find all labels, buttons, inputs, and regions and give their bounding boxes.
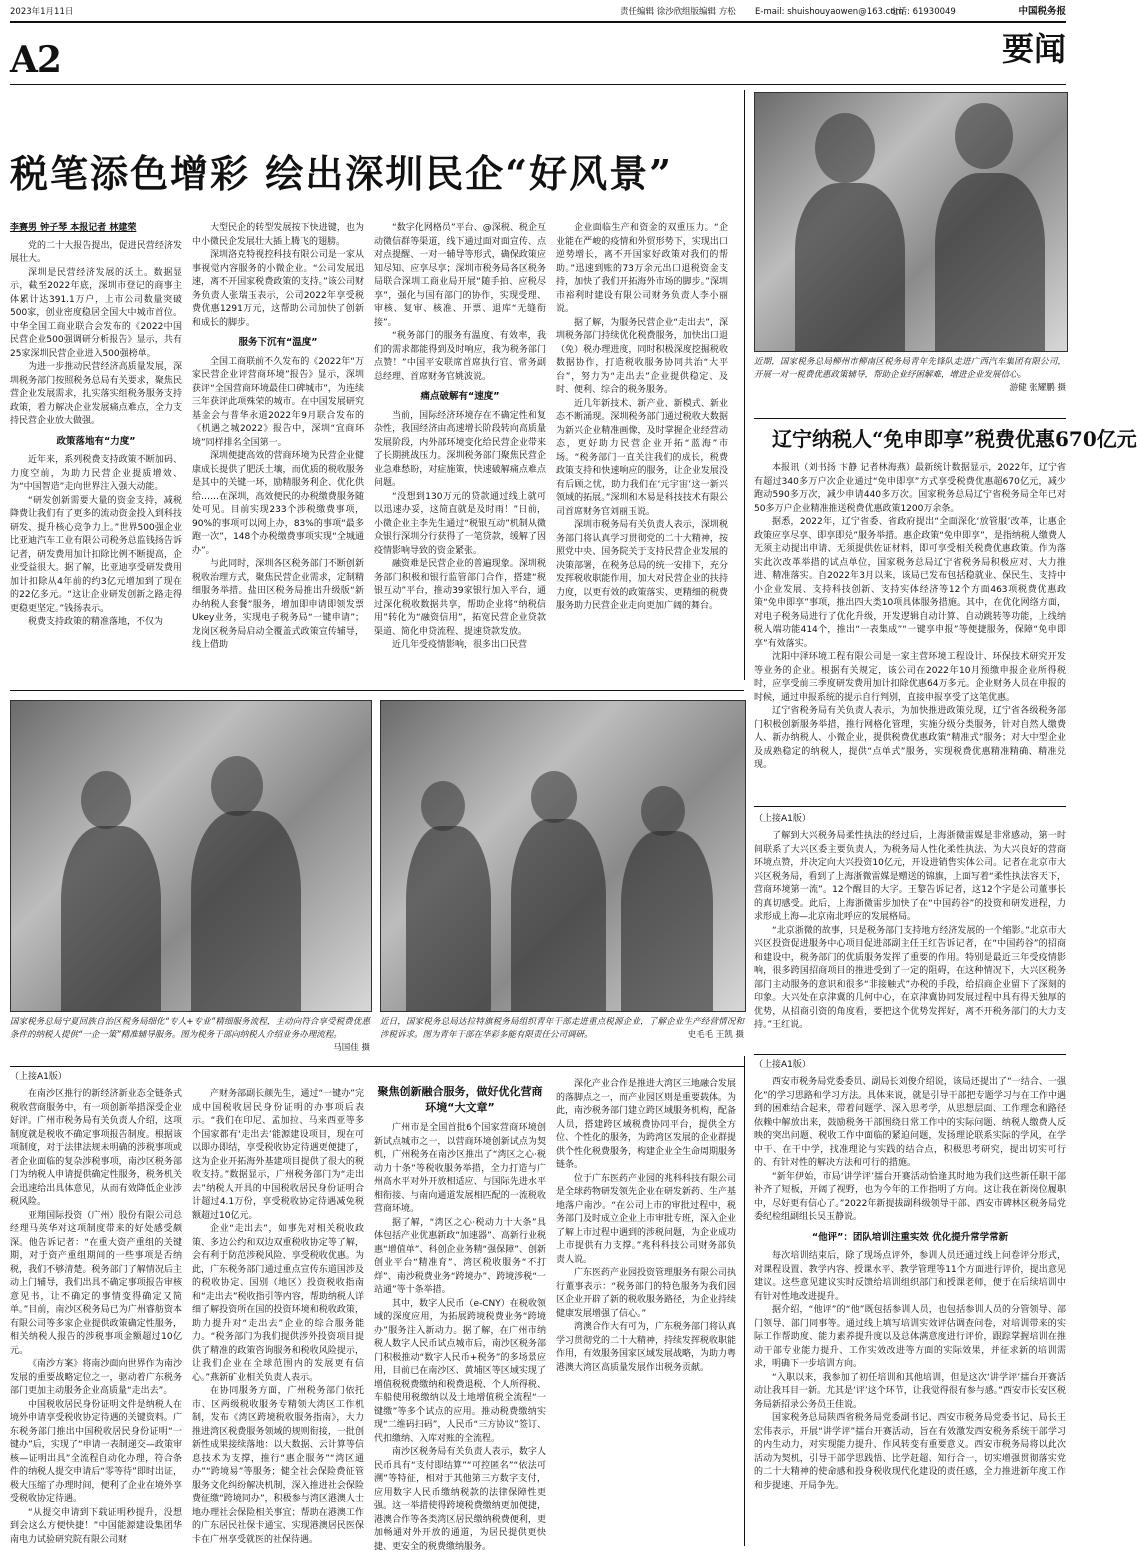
newspaper-name: 中国税务报: [1018, 6, 1066, 17]
lead-paragraph: 融资难是民营企业的普遍现象。深圳税务部门积极和银行监管部门合作，搭建“税银互动”平台，推动39家银行加入平台，通过深化税收数据共享，帮助企业将“纳税信用”转化为“融资信用”，拓宽民营企业贷款渠道、简化申贷流程、提速贷款发放。: [374, 559, 546, 637]
photo-dalateqi: [380, 700, 746, 1012]
body-paragraph: “新年伊始，市局‘讲学评’擂台开赛活动恰逢其时地为我们这些新任职干部补齐了短板，开阔了视野，也为今年的工作指明了方向。这让我在新岗位履职中，尽好更有信心了。”2022年新提拔副科级领导干部、西安市碑林区税务局党委纪检组副组长吴玉静说。: [754, 1171, 1066, 1222]
page-number: A2: [10, 39, 61, 81]
section-rule: [10, 1066, 744, 1067]
subhead-policy: 政策落地有“力度”: [56, 435, 136, 447]
section-rule: [754, 418, 1066, 419]
photo-credit: 游健 张耀鹏 摄: [1009, 383, 1066, 393]
body-paragraph: 其中，数字人民币（e-CNY）在税收领域的深度应用，为拓展跨境税费业务“跨境办”服务注入新动力。据了解，在广州市纳税人数字人民币试点城市后，南沙区税务部门积极推动“数字人民币+税务”的多场景应用，目前已在南沙区、黄埔区等区域实现了增值税税费缴纳和税费退税、个人所得税、车船使用税缴纳以及土地增值税全流程“一键缴”等多个试点的应用。推动税费缴纳实现“二维码扫码”，人民币“三方协议”签订、代扣缴纳、入库对账的全流程。: [374, 1298, 546, 1444]
page-header: [10, 4, 1066, 20]
lead-paragraph: 深圳是民营经济发展的沃土。数据显示，截至2022年底，深圳市登记的商事主体累计达391.1万户，上市公司数量突破500家，创业密度稳居全国大中城市首位。中华全国工商业联合会发布的《2022中国民营企业500强调研分析报告》显示，共有25家深圳民营企业进入500强榜单。: [10, 267, 182, 359]
body-paragraph: 南沙区税务局有关负责人表示，数字人民币具有“支付即结算”“可控匿名”“依法可溯”等特征，相对于其他第三方数字支付，应用数字人民币缴纳税款的法律保障性更强。这一举措使得跨境税费缴纳更加便捷，港澳合作等各类湾区居民缴纳税费便利，更加畅通对外开放的通道，为居民提供更快捷、更安全的税费缴纳服务。: [374, 1447, 546, 1552]
body-paragraph: 在协同服务方面，广州税务部门依托市、区两级税收服务专精领大湾区工作机制，发布《湾区跨境税收服务指南》，大力推进湾区税费服务领域的规则衔接，一批创新性成果接续落地：以大数据、云计算等信息技术为支撑，推行“惠企服务”“湾区通办”“跨境易”等服务；健全社会保险费征管服务文化纠纷解决机制，深入推进社会保险费征缴“跨境同办”，积极参与湾区港澳人士地办理社会保险相关事宜；帮助在港澳工作的广东居民社保卡通宝、实现港澳居民医保卡在广州享受就医的社保待遇。: [192, 1386, 364, 1545]
body-paragraph: 深化产业合作是推进大湾区三地融合发展的落脚点之一，而产业园区则是重要载体。为此，南沙税务部门建立跨区域服务机构，配备人员，搭建跨区域税费协同平台，提供全方位、个性化的服务，为跨湾区发展的企业群提供个性化税费服务，构建企业全生命周期服务链条。: [556, 1079, 737, 1170]
body-paragraph: 在南沙区推行的新经济新业态全链条式税收营商服务中，有一项创新举措深受企业好评。广州市税务局有关负责人介绍，这项制度就是税收不确定事项报告制度。根据该项制度，对于法律法规未明确的涉税事项或者企业面临的复杂涉税事项，南沙区税务部门为纳税人申请提供确定性服务，税务机关会迅速给出具体意见，从而有效降低企业涉税风险。: [10, 1089, 182, 1207]
lead-paragraph: 深圳市税务局有关负责人表示，深圳税务部门将认真学习贯彻党的二十大精神，按照党中央、国务院关于支持民营企业发展的决策部署，在税务总局的统一安排下，充分发挥税收职能作用，加大对民营企业的扶持力度，以更有效的政策落实、更精细的税费服务助力民营企业走向更加广阔的舞台。: [556, 520, 728, 611]
body-paragraph: 据介绍，“他评”的“他”既包括参训人员，也包括参训人员的分管领导、部门领导、部门同事等。通过线上填写培训实效评估调查问卷，对培训带来的实际工作帮助度、能力素养提升度以及总体满意度进行评价，跟踪掌握培训在推动干部专业能力提升、工作实效改进等方面的实际效果，并征求新的培训需求，明确下一步培训方向。: [754, 1305, 1066, 1369]
nansha-column-1: [10, 1088, 182, 1546]
body-paragraph: 湾澳合作大有可为，广东税务部门将认真学习贯彻党的二十大精神，持续发挥税收职能作用，有效服务国家区域发展战略，为助力粤港澳大湾区高质量发展作出税务贡献。: [556, 1322, 737, 1373]
section-title: 要闻: [1001, 30, 1066, 68]
subhead-service: 服务下沉有“温度”: [238, 337, 318, 348]
contact-email: E-mail: shuishouyaowen@163.com: [755, 7, 904, 17]
body-paragraph: 沈阳中泽环境工程有限公司是一家主营环境工程设计、环保技术研究开发等业务的企业。根据有关规定，该公司在2022年10月预缴申报企业所得税时，应享受前三季度研发费用加计扣除优惠64万多元。企业财务人员在申报的时候，通过申报系统的提示自行判别，直接申报享受了这笔优惠。: [754, 652, 1066, 703]
nansha-column-2: [192, 1088, 364, 1546]
byline: 李赛男 钟子琴 本报记者 林建荣: [10, 223, 137, 233]
issue-date: 2023年1月11日: [10, 7, 74, 17]
nansha-column-3: [374, 1078, 546, 1552]
body-paragraph: 国家税务总局陕西省税务局党委副书记、西安市税务局党委书记、局长王宏伟表示，开展“讲学评”擂台开赛活动，旨在有效激发西安税务系统干部学习的内生动力，对实现能力提升、作风转变有重要意义。西安市税务局将以此次活动为契机，引导干部学思践悟、比学赶超、知行合一，切实增强贯彻落实党的二十大精神的使命感和投身税收现代化建设的责任感，全力推进新年度工作和步提速、开局争先。: [754, 1413, 1066, 1491]
column-divider: [744, 1056, 745, 1546]
body-paragraph: 据悉，2022年，辽宁省委、省政府提出“全面深化‘放管服’改革，让惠企政策应享尽享、即享即兑”服务举措。惠企政策“免申即享”，是指纳税人缴费人无须主动提出申请、无须提供佐证材料，即可享受相关税费优惠政策。作为落实此次改革举措的试点单位，国家税务总局辽宁省税务局积极应对、大力推进、精准落实。自2022年3月以来，该局已发布包括稳就业、保民生、支持中小企业发展、支持科技创新、支持实体经济等12个方面463项税费优惠政策“免申即享”事项，推出四大类10项具体服务措施。其中，在优化网络方面，对电子税务局进行了优化升级，开发逻辑自动计算、自动跳转等功能，上线纳税人端功能414个，推出“一表集成”“一键享申报”等便捷服务，保障“免申即享”有效落实。: [754, 517, 1066, 649]
photo-1-caption: [754, 356, 1066, 412]
beijing-continued-label: （上接A1版）: [754, 814, 811, 824]
body-paragraph: 广东医药产业园投资管理服务有限公司执行董事表示：“税务部门的特色服务为我们园区企业开辟了新的税收服务路径，为企业持续健康发展增强了信心。”: [556, 1268, 737, 1319]
xian-subhead: “他评”：团队培训注重实效 优化提升常学常新: [811, 1231, 1009, 1243]
body-paragraph: 了解到大兴税务局柔性执法的经过后，上海浙微雷媒是非常感动，第一时间联系了大兴区委主要负责人，为税务局人性化柔性执法、为大兴良好的营商环境点赞，并决定向大兴投资10亿元，开设进销售实体公司。记者在北京市大兴区税务局，看到了上海浙微雷媒是赠送的锦旗，上面写着“柔性执法容天下，营商环境第一流”。12个醒目的大字。王黎告诉记者，这12个字是公司董事长的真切感受。此后，上海浙微雷步加快了在“中国药谷”的投资和研发进程，力求形成上海—北京南北呼应的发展格局。: [754, 831, 1066, 922]
body-paragraph: 《南沙方案》将南沙面向世界作为南沙发展的重要战略定位之一，驱动着广东税务部门更加主动服务企业高质量“走出去”。: [10, 1359, 182, 1396]
lead-paragraph: 深圳便捷高效的营商环境为民营企业健康成长提供了肥沃土壤，而优质的税收服务是其中的关键一环，励精服务利企、优化供给……在深圳，高效便民的办税缴费服务随处可见。目前实现233个涉税缴费事项，90%的事项可以网上办，83%的事项“最多跑一次”，148个办税缴费事项实现“全城通办”。: [192, 451, 364, 556]
body-paragraph: 中国税收居民身份证明文件是纳税人在境外申请享受税收协定待遇的关键资料。广东税务部门推出中国税收居民身份证明“一键办”后，实现了“申请一表制递交—政策审核—证明出具”全流程自动化办理，符合条件的纳税人提交申请后“零等待”即时出证，极大压缩了办理时间，便利了企业在境外享受税收协定待遇。: [10, 1399, 182, 1504]
editor-credit: 责任编辑 徐沙欣: [620, 7, 683, 17]
caption-text: 近日，国家税务总局达拉特旗税务局组织青年干部走进重点税源企业，了解企业生产经营情况和涉税诉求。图为青年干部在华彩多能有限责任公司调研。: [380, 1017, 744, 1040]
photo-3-caption: [380, 1016, 744, 1062]
body-paragraph: “北京浙微的故事，只是税务部门支持地方经济发展的一个缩影。”北京市大兴区投资促进服务中心项目促进部副主任王红告诉记者，在“中国药谷”的招商和建设中，税务部门的优质服务发挥了重要的作用。特别是最近三年受疫情影响，很多跨国招商项目的推进受到了一定的阻碍，在这种情况下，大兴区税务部门主动服务的意识和很多“非接触式”办税的手段，给招商企业留下了深刻的印象。大兴处在京津冀的几何中心，在京津冀协同发展过程中具有得天独厚的优势，从招商引资的角度看，要把这个优势发挥好，离不开税务部门的大力支持。”王红说。: [754, 925, 1066, 1030]
lead-paragraph: 企业面临生产和资金的双重压力。“企业能在严峻的疫情和外贸形势下，实现出口逆势增长，离不开国家好政策对我们的帮助。”迅速到账的73万余元出口退税资金支持，加快了我们开拓海外市场的脚步。”深圳市裕利时建设有限公司财务负责人李小丽说。: [556, 223, 728, 314]
subhead-speed: 痛点破解有“速度”: [420, 391, 500, 402]
caption-text: 近期，国家税务总局柳州市柳南区税务局青年先锋队走进广西汽车集团有限公司，开展一对一税费优惠政策辅导，帮助企业纾困解难，增进企业发展信心。: [754, 357, 1066, 380]
contact-phone: 电话: 61930049: [890, 7, 956, 17]
lead-column-2: [192, 222, 364, 667]
xian-continued-label: （上接A1版）: [754, 1060, 811, 1070]
lead-paragraph: 大型民企的转型发展按下快进键，也为中小微民企发展壮大插上腾飞的翅膀。: [192, 223, 364, 247]
beijing-body: [754, 830, 1066, 1048]
nansha-subhead: 聚焦创新融合服务，做好优化营商环境“大文章”: [377, 1085, 543, 1114]
lead-paragraph: 当前，国际经济环境存在不确定性和复杂性，我国经济由高速增长阶段转向高质量发展阶段，内外部环境变化给民营企业带来了长期挑战压力。深圳税务部门聚焦民营企业急难愁盼，对症施策，快速破解痛点难点问题。: [374, 410, 546, 488]
layout-credit: 组版编辑 方松: [682, 7, 736, 17]
photo-ningxia: [10, 700, 372, 1012]
lead-column-4: [556, 222, 728, 667]
lead-paragraph: 党的二十大报告提出，促进民营经济发展壮大。: [10, 240, 182, 264]
photo-credit: 史毛毛 王凯 摄: [687, 1030, 744, 1040]
section-rule: [10, 690, 744, 691]
photo-credit: 马国佳 摄: [333, 1043, 370, 1053]
body-paragraph: 企业“走出去”，如事先对相关税收政策、多边公约和双边双重税收协定等了解，会有利于防范涉税风险、享受税收优惠。为此，广东税务部门通过重点宣传东道国涉及的税收协定、国别（地区）投资税收指南和“走出去”税收指引等内容，帮助纳税人详细了解投资所在国的投资环境和税收政策，助力提升对“走出去”企业的综合服务能力。“税务部门为我们提供涉外投资项目提供了精准的政策咨询服务和税收风险提示，让我们企业在全球范围内的发展更有信心。”燕新矿业相关负责人表示。: [192, 1224, 364, 1383]
lead-paragraph: “研发创新需要大量的资金支持，减税降费让我们有了更多的流动资金投入到科技研发、提升核心竞争力上。”世界500强企业比亚迪汽车工业有限公司税务总监钱扬告诉记者，研发费用加计扣除比例不断提高，企业受益很大。据了解，比亚迪享受研发费用加计扣除从4年前的约3亿元增加到了现在的22亿多元。“这让企业研发创新之路走得更稳更坚定。”钱扬表示。: [10, 495, 182, 614]
column-divider: [744, 90, 745, 680]
lead-paragraph: 为进一步推动民营经济高质量发展，深圳税务部门按照税务总局有关要求，聚焦民营企业发展需求，扎实落实组税务服务支持政策，着力解决企业发展痛点难点，全力支持民营企业放大做强。: [10, 362, 182, 426]
section-rule: [754, 806, 1066, 807]
body-paragraph: “入职以来，我参加了初任培训和其他培训，但是这次‘讲学评’擂台开赛活动让我耳目一新。尤其是‘评’这个环节，让我觉得很有参与感。”西安市长安区税务局新招录公务员王佳说。: [754, 1372, 1066, 1410]
nansha-column-4: [556, 1078, 736, 1546]
lead-paragraph: 深圳洛克特视控科技有限公司是一家从事视觉内容服务的小微企业。“公司发展迅速，离不开国家税费政策的支持。”该公司财务负责人张瑞玉表示，公司2022年享受税费优惠1291万元，这帮助公司加快了创新和成长的脚步。: [192, 250, 364, 328]
lead-paragraph: 全国工商联前不久发布的《2022年“万家民营企业评营商环境”报告》显示，深圳获评“全国营商环境最佳口碑城市”，为连续三年获评此项殊荣的城市。在中国发展研究基金会与普华永道2022年9月联合发布的《机遇之城2022》报告中，深圳“宜商环境”同样排名全国第一。: [192, 356, 364, 448]
section-rule: [754, 1054, 1066, 1055]
lead-column-1: [10, 222, 182, 667]
photo-2-caption: [10, 1016, 370, 1062]
lead-paragraph: 近年来，系列税费支持政策不断加码、力度空前，为助力民营企业提质增效、为“中国智造”走向世界注入强大动能。: [10, 455, 182, 492]
body-paragraph: 亚翔国际投资（广州）股份有限公司总经理马英华对这项制度带来的好处感受颇深。他告诉记者：“在重大资产重组的关键期，对于资产重组期间的一些事项是否纳税，我们不够清楚。税务部门了解情况后主动上门辅导，我们出具不确定事项报告审核意见书，让不确定的事情变得确定又简单。”目前，南沙区税务局已为广州睿舫资本有限公司等多家企业提供政策确定性服务，相关纳税人报告的涉税事项金额超过10亿元。: [10, 1210, 182, 1356]
header-rule: [10, 21, 1066, 23]
lead-paragraph: 税费支持政策的精准落地，不仅为: [28, 617, 164, 627]
body-paragraph: 辽宁省税务局有关负责人表示，为加快推进政策兑现，辽宁省各级税务部门积极创新服务举措，推行网格化管理，实施分级分类服务，针对自然人缴费人、新办纳税人、小微企业，提供税费优惠政策“精准式”服务；对大中型企业及成熟稳定的纳税人，提供“点单式”服务，实现税费优惠精准精确、精准兑现。: [754, 706, 1066, 770]
main-headline: 税笔添色增彩 绘出深圳民企“好风景”: [10, 151, 673, 196]
body-paragraph: “从提交申请到下载证明秒提升，没想到会这么方便快捷！”中国能源建设集团华南电力试验研究院有限公司财: [10, 1507, 182, 1545]
lead-paragraph: 与此同时，深圳各区税务部门不断创新税收治理方式，聚焦民营企业需求，定制精细服务举措。盐田区税务局推出升级版“新办纳税人套餐”服务，增加即申请即领发票Ukey业务，实现电子税务局“一键申请”；龙岗区税务局启动全覆盖式政策宣传辅导，线上借助: [192, 559, 364, 650]
lead-paragraph: 近几年新技术、新产业、新模式、新业态不断涌现。深圳税务部门通过税收大数据为新兴企业精准画像，及时掌握企业经营动态，更好助力民营企业开拓“蓝海”市场。“税务部门一直关注我们的成长，税费政策支持和快速响应的服务，让企业发展没有后顾之忧，助力我们在‘元宇宙’这一新兴领域的拓展。”深圳和木易是科技技术有限公司首席财务官刘丽玉说。: [556, 398, 728, 517]
lead-column-3: [374, 222, 546, 667]
body-paragraph: 产财务部副长颜先生，通过“一键办”完成中国税收居民身份证明的办事项后表示。“我们在印尼、孟加拉、马来西亚等多个国家都有‘走出去’能源建设项目，现在可以即办即结，享受税收协定待遇更便捷了，这为企业开拓海外基建项目提供了很大的税收支持。”数据显示，广州税务部门为“走出去”纳税人开具的中国税收居民身份证明合计超过4.1万份，享受税收协定待遇减免税额超过10亿元。: [192, 1089, 364, 1221]
lead-paragraph: “数字化网格员”平台、@深税、税企互动微信群等渠道，线下通过面对面宣传、点对点提醒、一对一辅导等形式，确保政策应知尽知、应享尽享；深圳市税务局各区税务局联合深圳工商业局开展“随手拍、应税尽享”，强化与国有部门的协作，实现受理、审核、复审、核准、开票、退库“无缝衔接”。: [374, 223, 546, 328]
lead-paragraph: “税务部门的服务有温度、有效率，我们的需求都能得到及时响应，我为税务部门点赞！”中国平安联席首席执行官、常务副总经理、首席财务官姚波说。: [374, 331, 546, 382]
lead-paragraph: 据了解，为服务民营企业“走出去”，深圳税务部门持续优化税费服务，加快出口退（免）税办理进度，同时积极深度挖掘税收数据协作，打造税收服务协同共治“大平台”，努力为“走出去”企业提供稳定、及时、便利、综合的税务服务。: [556, 317, 728, 395]
xian-body: [754, 1076, 1066, 1546]
body-paragraph: 每次培训结束后，除了现场点评外，参训人员还通过线上问卷评分形式，对课程设置、教学内容、授课水平、教学管理等11个方面进行评价，提出意见建议。这些意见建议实时反馈给培训组织部门和授课老师，便于在后续培训中有针对性地改进提升。: [754, 1251, 1066, 1302]
body-paragraph: 本报讯（刘书扬 卞静 记者林海燕）最新统计数据显示，2022年，辽宁省有超过340多万户次企业通过“免申即享”方式享受税费优惠超670亿元，减少跑动590多万次，减少申请440多万次。国家税务总局辽宁省税务局全年已对50多万户企业精准推送税费优惠政策1200万余条。: [754, 463, 1066, 514]
body-paragraph: 位于广东医药产业园的兆科科技有限公司是全球药物研发领先企业在研发新药、生产基地落户南沙。“在公司上市的审批过程中，税务部门及时成立企业上市审批专班，深入企业了解上市过程中遇到的涉税问题，为企业成功上市提供有力支撑。”兆科科技公司财务部负责人说。: [556, 1173, 737, 1265]
liaoning-headline: 辽宁纳税人“免申即享”税费优惠670亿元: [772, 427, 1137, 451]
body-paragraph: 据了解，“湾区之心·税动力十大条”具体包括产业优惠新政“加速器”、高新行业税惠“增值单”、科创企业务精“强保障”、创新创业平台“精准育”、湾区税收服务“不打烊”、南沙税费业务“跨境办”、跨境涉税“一站通”等十条举措。: [374, 1217, 546, 1295]
lead-paragraph: 近几年受疫情影响，很多出口民营: [392, 640, 528, 650]
photo-tax-service: [754, 92, 1068, 352]
body-paragraph: 广州市是全国首批6个国家营商环境创新试点城市之一，以营商环境创新试点为契机，广州税务在南沙区推出了“湾区之心·税动力十条”等税收服务举措，全力打造与广州高水平对外开放相适应、与国际先进水平相衔接、与南向通道发展相匹配的一流税收营商环境。: [374, 1123, 546, 1214]
body-paragraph: 西安市税务局党委委员、副局长刘俊介绍说，该局还提出了“一结合、一强化”的学习思路和学习方法。具体来说，就是引导干部把专题学习与在工作中遇到的困难结合起来，带着问题学、深入思考学，从思想层面、工作理念和路径依赖中解放出来，鼓励税务干部围绕日常工作中的实际问题、纳税人缴费人反映的突出问题、税收工作中面临的紧迫问题，发扬理论联系实际的学风，在学中干、在干中学，找准理论与实践的结合点，积极思考研究，提出切实可行的、有针对性的解决方法和可行的措施。: [754, 1077, 1066, 1168]
lead-paragraph: “没想到130万元的贷款通过线上就可以迅速办妥，这简直就是及时雨！”日前，小微企业主李先生通过“税银互动”机制从微众银行深圳分行获得了一笔贷款，缓解了因疫情影响导致的资金紧张。: [374, 491, 546, 556]
caption-text: 国家税务总局宁夏回族自治区税务局细化“专人+专业”精细服务流程，主动向符合享受税费优惠条件的纳税人提供“一企一策”精准辅导服务。图为税务干部向纳税人介绍业务办理流程。: [10, 1017, 370, 1040]
masthead-rule: [10, 84, 1066, 85]
ningxia-continued-label: （上接A1版）: [10, 1072, 67, 1082]
liaoning-body: [754, 462, 1066, 798]
